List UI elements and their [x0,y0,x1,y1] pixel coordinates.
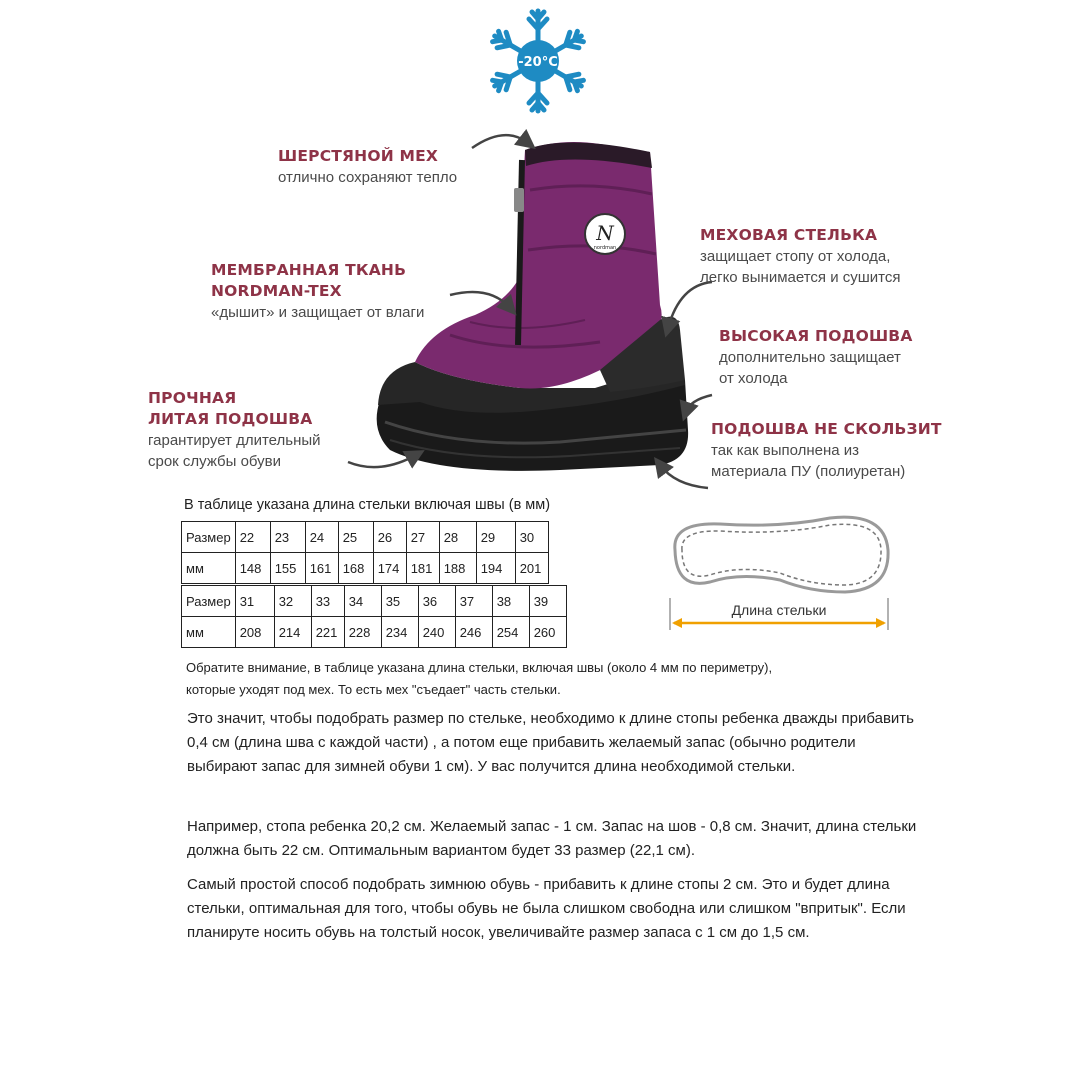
table-unit-label: мм [182,617,236,648]
size-cell: 36 [418,586,455,617]
length-cell: 188 [439,553,476,584]
boot-logo-letter: N [596,221,614,245]
feature-text: материала ПУ (полиуретан) [711,463,906,480]
size-cell: 35 [381,586,418,617]
note-line: которые уходят под мех. То есть мех "съедает" часть стельки. [186,682,561,697]
size-cell: 33 [311,586,344,617]
feature-title: ВЫСОКАЯ ПОДОШВА [719,327,913,345]
insole-length-label: Длина стельки [731,602,827,618]
arrow-non-slip [660,465,708,488]
feature-title: ПОДОШВА НЕ СКОЛЬЗИТ [711,420,942,438]
size-cell: 22 [235,522,270,553]
table-row-lengths [182,617,567,648]
feature-text: срок службы обуви [148,453,282,470]
length-cell: 194 [476,553,515,584]
size-cell: 37 [455,586,492,617]
table-caption: В таблице указана длина стельки включая швы (в мм) [184,497,551,513]
feature-text: так как выполнена из [711,442,860,459]
arrow-membrane [450,292,510,308]
length-cell: 161 [305,553,338,584]
length-cell: 168 [338,553,373,584]
size-cell: 38 [492,586,529,617]
size-cell: 28 [439,522,476,553]
length-cell: 254 [492,617,529,648]
feature-text: отлично сохраняют тепло [278,169,458,186]
feature-membrane [211,260,424,323]
length-cell: 228 [344,617,381,648]
feature-title: ПРОЧНАЯ [148,389,237,407]
arrow-fur [472,135,528,148]
feature-text: гарантирует длительный [148,432,321,449]
arrow-sole [348,455,416,467]
insole-outline-icon [660,510,900,640]
boot-logo-text: nordman [593,245,617,251]
arrow-high-sole [686,395,712,412]
temperature-label: -20°C [518,55,558,70]
length-cell: 174 [373,553,406,584]
size-cell: 29 [476,522,515,553]
feature-title: ШЕРСТЯНОЙ МЕХ [278,147,439,165]
length-cell: 201 [515,553,548,584]
feature-title: NORDMAN-TEX [211,282,342,300]
arrow-insole [668,282,712,328]
table-unit-label: мм [182,553,236,584]
feature-text: защищает стопу от холода, [700,248,891,265]
feature-high-sole [719,326,913,389]
length-cell: 181 [406,553,439,584]
size-cell: 24 [305,522,338,553]
feature-title: ЛИТАЯ ПОДОШВА [148,410,313,428]
feature-text: от холода [719,370,788,387]
length-cell: 240 [418,617,455,648]
table-row-lengths [182,553,549,584]
size-cell: 23 [270,522,305,553]
table-row-sizes [182,522,549,553]
length-cell: 148 [235,553,270,584]
table-row-sizes [182,586,567,617]
size-cell: 32 [274,586,311,617]
feature-text: легко вынимается и сушится [700,269,901,286]
feature-text: дополнительно защищает [719,349,901,366]
paragraph-2: Например, стопа ребенка 20,2 см. Желаемый запас - 1 см. Запас на шов - 0,8 см. Значит, длина стельки должна быть 22 см. Оптимальным вариантом будет 33 размер (22,1 см). [187,818,917,859]
feature-fur-insole [700,225,901,288]
feature-title: МЕМБРАННАЯ ТКАНЬ [211,261,407,279]
feature-title: МЕХОВАЯ СТЕЛЬКА [700,226,878,244]
length-cell: 155 [270,553,305,584]
size-table-2 [181,585,567,648]
size-cell: 31 [235,586,274,617]
feature-cast-sole [148,388,321,472]
note-block [186,657,772,701]
size-cell: 34 [344,586,381,617]
size-cell: 26 [373,522,406,553]
size-cell: 27 [406,522,439,553]
length-cell: 246 [455,617,492,648]
size-cell: 39 [529,586,566,617]
feature-fur [278,146,457,188]
feature-non-slip [711,419,942,482]
feature-text: «дышит» и защищает от влаги [211,304,425,321]
note-line: Обратите внимание, в таблице указана длина стельки, включая швы (около 4 мм по периметру), [186,660,773,675]
size-cell: 25 [338,522,373,553]
table-header-label: Размер [182,522,236,553]
size-table-1 [181,521,549,584]
paragraph-3: Самый простой способ подобрать зимнюю обувь - прибавить к длине стопы 2 см. Это и будет длина стельки, оптимальная для того, чтобы обувь не была слишком свободна или слишком "впритык". Если планируте носить обувь на толстый носок, увеличивайте размер запаса с 1 см до 1,5 см. [187,876,906,941]
paragraph-1: Это значит, чтобы подобрать размер по стельке, необходимо к длине стопы ребенка дважды прибавить 0,4 см (длина шва с каждой части) , а потом еще прибавить желаемый запас (обычно родители выбирают запас для зимней обуви 1 см). У вас получится длина необходимой стельки. [187,710,914,775]
length-cell: 208 [235,617,274,648]
length-cell: 221 [311,617,344,648]
length-cell: 234 [381,617,418,648]
length-cell: 260 [529,617,566,648]
table-header-label: Размер [182,586,236,617]
size-cell: 30 [515,522,548,553]
length-cell: 214 [274,617,311,648]
